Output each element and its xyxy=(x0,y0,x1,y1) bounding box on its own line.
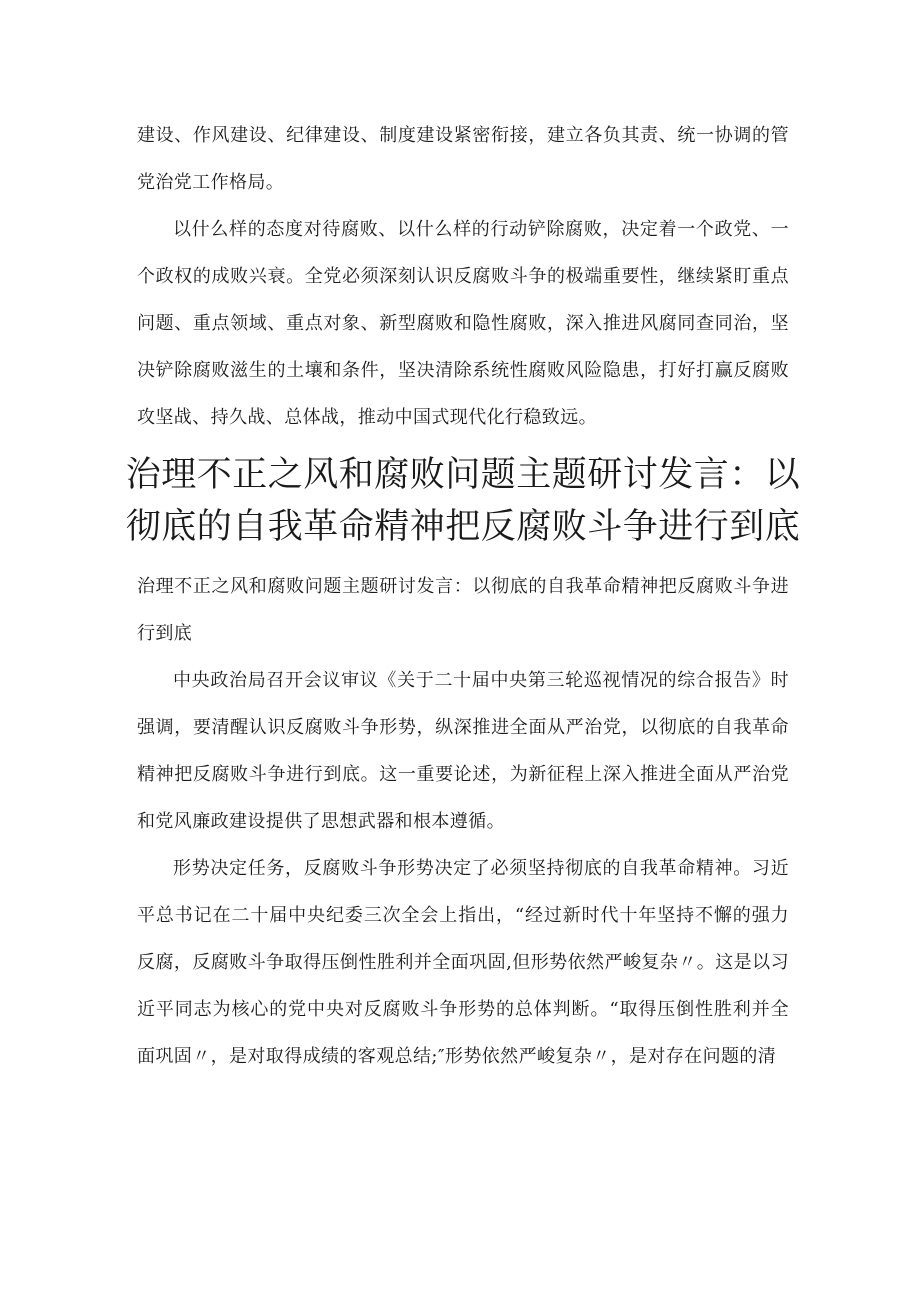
section-subtitle: 治理不正之风和腐败问题主题研讨发言：以彻底的自我革命精神把反腐败斗争进行到底 xyxy=(137,576,789,644)
paragraph-3: 中央政治局召开会议审议《关于二十届中央第三轮巡视情况的综合报告》时强调，要清醒认识反腐败斗争形势，纵深推进全面从严治党，以彻底的自我革命精神把反腐败斗争进行到底。这一重要论述，为新征程上深入推进全面从严治党和党风廉政建设提供了思想武器和根本遵循。 xyxy=(137,670,789,832)
paragraph-1: 建设、作风建设、纪律建设、制度建设紧密衔接，建立各负其责、统一协调的管党治党工作格局。 xyxy=(137,125,789,193)
document-page xyxy=(125,112,801,1080)
section-heading: 治理不正之风和腐败问题主题研讨发言：以彻底的自我革命精神把反腐败斗争进行到底 xyxy=(125,455,801,547)
paragraph-4: 形势决定任务，反腐败斗争形势决定了必须坚持彻底的自我革命精神。习近平总书记在二十届中央纪委三次全会上指出，“经过新时代十年坚持不懈的强力反腐，反腐败斗争取得压倒性胜利并全面巩固,但形势依然严峻复杂〃。这是以习近平同志为核心的党中央对反腐败斗争形势的总体判断。“取得压倒性胜利并全面巩固〃，是对取得成绩的客观总结;″形势依然严峻复杂〃，是对存在问题的清 xyxy=(137,858,789,1067)
paragraph-2: 以什么样的态度对待腐败、以什么样的行动铲除腐败，决定着一个政党、一个政权的成败兴衰。全党必须深刻认识反腐败斗争的极端重要性，继续紧盯重点问题、重点领域、重点对象、新型腐败和隐性腐败，深入推进风腐同查同治，坚决铲除腐败滋生的土壤和条件，坚决清除系统性腐败风险隐患，打好打赢反腐败攻坚战、持久战、总体战，推动中国式现代化行稳致远。 xyxy=(137,219,789,428)
